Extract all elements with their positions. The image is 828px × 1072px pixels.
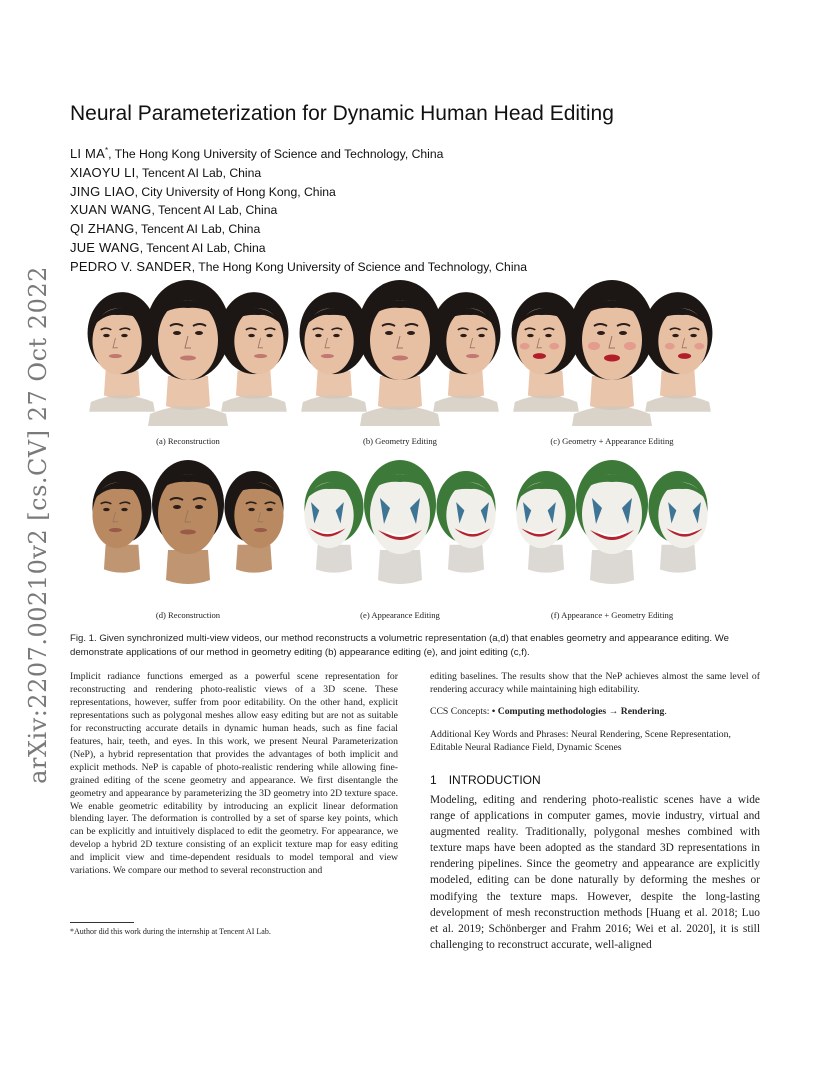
section-title: INTRODUCTION (448, 773, 541, 787)
author-affiliation: , Tencent AI Lab, China (134, 222, 261, 237)
author-name: XIAOYU LI (70, 164, 136, 180)
author-name: JUE WANG (70, 240, 140, 256)
section-number: 1 (430, 773, 437, 787)
footnote: *Author did this work during the internship at Tencent AI Lab. (70, 927, 271, 936)
author-affiliation: , Tencent AI Lab, China (151, 203, 278, 218)
author-line (70, 220, 527, 239)
abstract-continued-text: editing baselines. The results show that the NeP achieves almost the same level of rendering accuracy while maintaining high editability. (430, 671, 760, 695)
abstract (70, 671, 398, 878)
head-renders-image (508, 276, 716, 426)
teaser-figure (84, 276, 724, 624)
head-renders-image (84, 450, 292, 600)
panel-caption: (a) Reconstruction (156, 436, 220, 446)
section-heading (430, 773, 541, 787)
figure-panel-b (296, 276, 504, 446)
ccs-concept: • Computing methodologies → Rendering (491, 706, 665, 717)
author-mark: * (104, 146, 109, 155)
author-line (70, 183, 527, 202)
panel-caption: (b) Geometry Editing (363, 436, 437, 446)
head-renders-image (296, 450, 504, 600)
ccs-end: . (664, 706, 667, 717)
author-line (70, 201, 527, 220)
arxiv-identifier: arXiv:2207.00210v2 [cs.CV] 27 Oct 2022 (24, 266, 52, 784)
author-line (70, 142, 527, 164)
author-line (70, 164, 527, 183)
author-affiliation: , The Hong Kong University of Science and Technology, China (191, 259, 528, 274)
author-name: PEDRO V. SANDER (70, 258, 192, 274)
author-name: LI MA (70, 146, 105, 162)
figure-panel-c (508, 276, 716, 446)
panel-caption: (f) Appearance + Geometry Editing (550, 610, 674, 620)
panel-caption: (e) Appearance Editing (360, 610, 440, 620)
author-name: JING LIAO (70, 183, 135, 199)
ccs-concepts (430, 706, 667, 717)
head-renders-image (84, 276, 292, 426)
author-line (70, 239, 527, 258)
author-affiliation: , Tencent AI Lab, China (135, 165, 262, 180)
author-affiliation: , City University of Hong Kong, China (134, 184, 336, 199)
author-list (70, 142, 527, 277)
figure-panel-a (84, 276, 292, 446)
author-line (70, 258, 527, 277)
abstract-text: Implicit radiance functions emerged as a powerful scene representation for reconstructing and rendering photo-realistic views of a 3D scene. These representations, however, suffer from poor editability. On the other hand, explicit representations such as polygonal meshes allow easy editing but are not as suitable for reconstructing accurate details in dynamic human heads, such as fine facial features, hair, teeth, and eyes. In this work, we present Neural Parameterization (NeP), a hybrid representation that provides the advantages of both implicit and explicit methods. NeP is capable of photo-realistic rendering while allowing fine-grained editing of the scene geometry and appearance. We first disentangle the geometry and appearance by parameterizing the 3D geometry into 2D texture space. We enable geometric editability by introducing an explicit linear deformation blending layer. The deformation is controlled by a set of sparse key points, which can be explicitly and intuitively displaced to edit the geometry. For appearance, we develop a hybrid 2D texture consisting of an explicit texture map for easy editing and implicit view and time-dependent residuals to model temporal and view variations. We compare our method to several reconstruction and (70, 671, 398, 877)
author-affiliation: , Tencent AI Lab, China (139, 241, 266, 256)
author-affiliation: , The Hong Kong University of Science and Technology, China (108, 147, 444, 162)
introduction-text: Modeling, editing and rendering photo-realistic scenes have a wide range of applications in computer games, movie industry, virtual and augmented reality. Traditionally, polygonal meshes combined with texture maps have been adopted as the standard 3D representations in rendering pipelines. Since the geometry and appearance are explicitly modeled, editing can be done naturally by deforming the meshes or modifying the texture maps. However, despite the long-lasting development of mesh reconstruction methods [Huang et al. 2018; Luo et al. 2019; Schönberger and Frahm 2016; Wei et al. 2020], it is still challenging to reconstruct accurate, well-aligned (430, 794, 760, 951)
introduction (430, 792, 760, 953)
figure-panel-e (296, 450, 504, 620)
paper-title: Neural Parameterization for Dynamic Human Head Editing (70, 102, 614, 125)
figure-caption: Fig. 1. Given synchronized multi-view videos, our method reconstructs a volumetric representation (a,d) that enables geometry and appearance editing. We demonstrate applications of our method in geometry editing (b) appearance editing (e), and joint editing (c,f). (70, 633, 729, 658)
figure-panel-d (84, 450, 292, 620)
head-renders-image (296, 276, 504, 426)
head-renders-image (508, 450, 716, 600)
panel-caption: (c) Geometry + Appearance Editing (550, 436, 674, 446)
ccs-label: CCS Concepts: (430, 706, 492, 717)
figure-panel-f (508, 450, 716, 620)
keywords: Additional Key Words and Phrases: Neural Rendering, Scene Representation, Editable Neural Radiance Field, Dynamic Scenes (430, 729, 731, 753)
abstract-continued (430, 671, 760, 697)
author-name: XUAN WANG (70, 202, 152, 218)
author-name: QI ZHANG (70, 221, 135, 237)
panel-caption: (d) Reconstruction (155, 610, 221, 620)
footnote-rule (70, 922, 134, 923)
